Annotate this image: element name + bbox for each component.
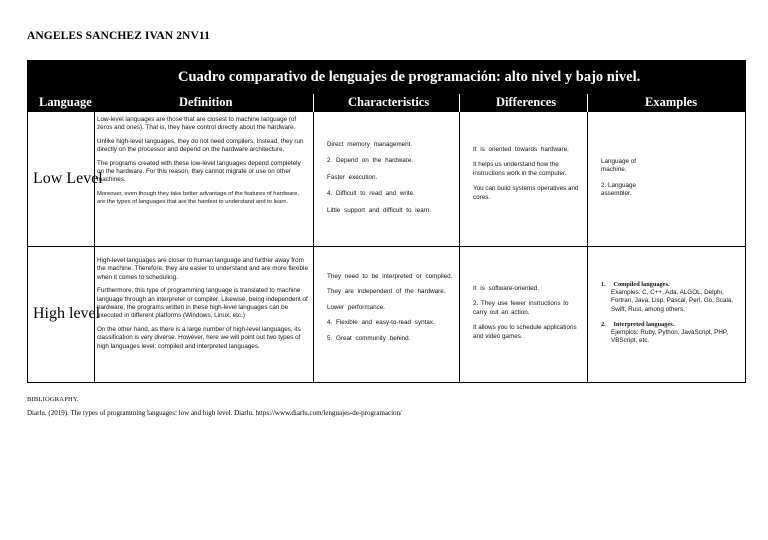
high-level-differences (473, 285, 585, 348)
difference-item: 2. They use fewer instructions to carry out an action. (473, 300, 569, 316)
example-list: Ejemplos: Ruby, Python, JavaScript, PHP, VBScript, etc. (611, 329, 729, 345)
bibliography-label: BIBLIOGRAPHY. (27, 396, 79, 403)
low-level-definition (97, 116, 309, 211)
header-divider (313, 94, 314, 112)
example-item: Language of machine. (601, 158, 637, 174)
example-title: Compiled languages. (613, 281, 670, 288)
example-number: 1. (601, 281, 606, 288)
example-number: 2. (601, 320, 606, 328)
definition-paragraph: Low-level languages are those that are closest to machine language (of zeros and ones). That is, they have control directly about the hardware. (97, 116, 297, 132)
column-divider (459, 112, 460, 383)
low-level-examples (601, 158, 661, 206)
definition-paragraph: The programs created with these low-level languages depend completely on the hardware. For this reason, they cannot migrate or use on other machines. (97, 159, 301, 184)
characteristic-item: They need to be interpreted or compiled. (327, 273, 453, 280)
difference-item: It is software-oriented. (473, 285, 539, 292)
difference-item: It allows you to schedule applications and video games. (473, 324, 577, 340)
example-item: 2. Language assembler. (601, 181, 637, 198)
row-divider (28, 246, 745, 247)
column-divider (587, 112, 588, 383)
characteristic-item: 5. Great community behind. (327, 334, 411, 342)
example-list: Examples: C, C++, Ada, ALGOL, Delphi, Fortran, Java, Lisp, Pascal, Perl, Go, Scala, Swift, Rust, among others. (611, 289, 734, 313)
characteristic-item: 4. Flexible and easy-to-read syntax. (327, 319, 435, 327)
bibliography-entry: Diarlu. (2019). The types of programming languages: low and high level. Diarlu. https://www.diarlu.com/lenguajes-de-programacion/ (27, 409, 402, 417)
characteristic-item: 4. Difficult to read and write. (327, 190, 415, 198)
comparison-table (27, 60, 746, 383)
definition-paragraph: High-level languages are closer to human language and further away from the machine. Therefore, they are easier to understand and are more flexible when it comes to scheduling. (97, 257, 308, 281)
definition-paragraph: Moreover, even though they take better advantage of the features of hardware, are the types of languages that are the hardest to understand and to learn. (97, 190, 300, 205)
high-level-characteristics (327, 273, 457, 350)
table-header-row (28, 94, 745, 112)
characteristic-item: 2. Depend on the hardware. (327, 157, 414, 165)
example-interpreted (601, 321, 744, 346)
definition-paragraph: Furthermore, this type of programming language is translated to machine language through an interpreter or compiler. Likewise, being independent of hardware, the programs written in these high-level languages can be executed in different platforms (Windows, Linux, etc.) (97, 287, 308, 320)
column-divider (94, 112, 95, 383)
high-level-definition (97, 257, 311, 356)
column-divider (313, 112, 314, 383)
definition-paragraph: Unlike high-level languages, they do not need compilers. Instead, they run directly on the processor and depend on the hardware architecture. (97, 137, 304, 154)
difference-item: It helps us understand how the instructions work in the computer. (473, 161, 567, 177)
table-title-bar (28, 61, 745, 94)
characteristic-item: Lower performance. (327, 303, 385, 311)
header-divider (587, 94, 588, 112)
low-level-characteristics (327, 141, 455, 223)
characteristic-item: Little support and difficult to learn. (327, 206, 432, 214)
characteristic-item: They are independent of the hardware. (327, 288, 446, 296)
characteristic-item: Direct memory management. (327, 141, 413, 148)
high-level-examples (601, 281, 744, 345)
header-language: Language (39, 95, 92, 109)
header-characteristics: Characteristics (348, 95, 430, 109)
header-divider (459, 94, 460, 112)
author-name: ANGELES SANCHEZ IVAN 2NV11 (27, 30, 210, 42)
header-examples: Examples (645, 95, 698, 109)
header-definition: Definition (179, 95, 233, 109)
difference-item: It is oriented towards hardware. (473, 146, 569, 153)
example-title: Interpreted languages. (613, 320, 675, 328)
header-differences: Differences (496, 95, 557, 109)
definition-paragraph: On the other hand, as there is a large number of high-level languages, its classification is very diverse. However, here we will point out two types of high languages level: compiled and interpreted languages. (97, 325, 301, 350)
table-title: Cuadro comparativo de lenguajes de programación: alto nivel y bajo nivel. (178, 69, 641, 85)
characteristic-item: Faster execution. (327, 173, 378, 181)
example-compiled (601, 281, 744, 314)
difference-item: You can build systems operatives and cores. (473, 185, 579, 201)
low-level-differences (473, 146, 585, 209)
row-label-low-level: Low Level (33, 170, 103, 187)
row-label-high-level: High level (33, 305, 101, 322)
